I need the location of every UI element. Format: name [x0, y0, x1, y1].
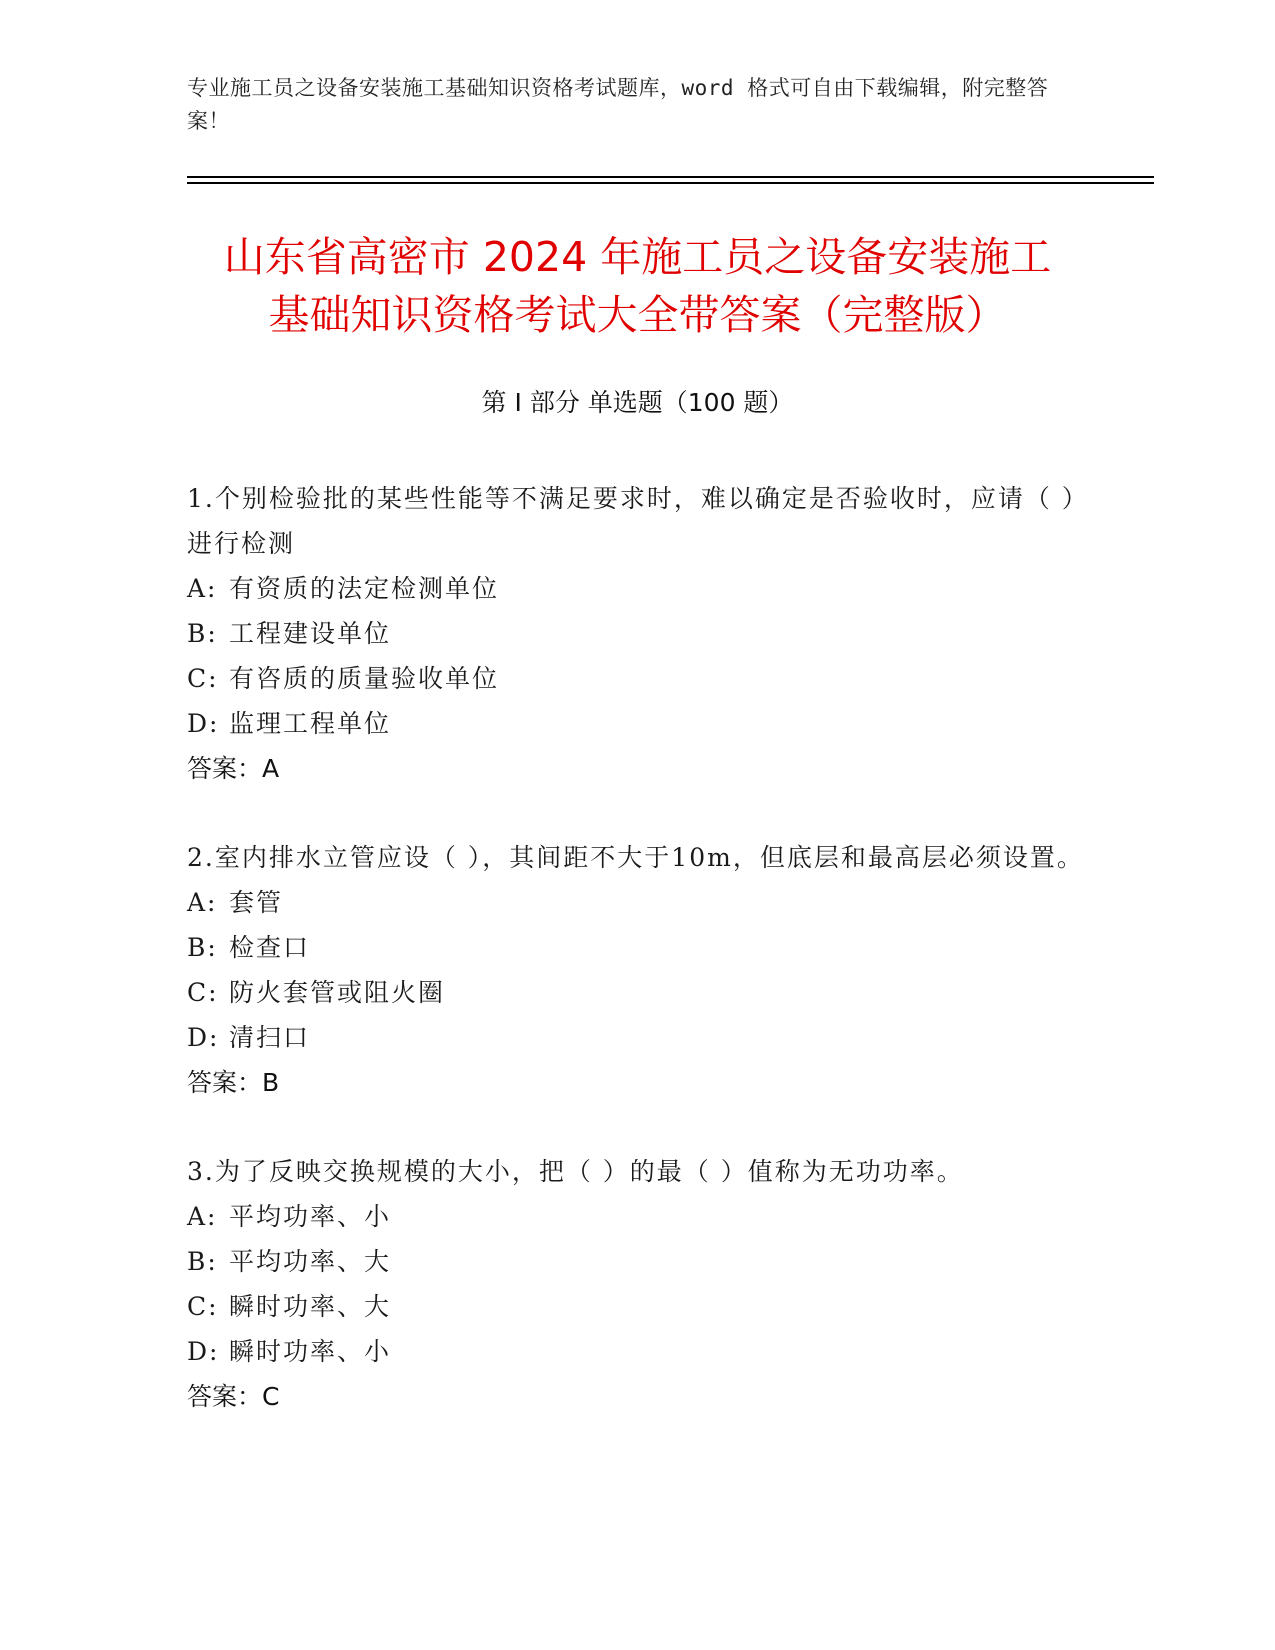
question-stem: 2.室内排水立管应设（ ），其间距不大于10m，但底层和最高层必须设置。: [187, 843, 1084, 872]
option-d: [187, 1329, 1087, 1374]
option-text: 瞬时功率、小: [229, 1337, 392, 1366]
option-a: [187, 880, 1087, 925]
header-divider-thin: [187, 176, 1154, 178]
option-d: [187, 701, 1087, 746]
option-text: 平均功率、小: [229, 1202, 392, 1231]
option-b: [187, 611, 1087, 656]
document-title-line-2: 基础知识资格考试大全带答案（完整版）: [268, 291, 1007, 339]
answer-line: 答案：B: [187, 1068, 280, 1097]
option-text: 工程建设单位: [229, 619, 392, 648]
option-key: D:: [187, 1023, 220, 1052]
option-key: D:: [187, 709, 220, 738]
option-c: [187, 1284, 1087, 1329]
option-b: [187, 925, 1087, 970]
document-title: [150, 228, 1125, 344]
header-divider-thick: [187, 182, 1154, 184]
header-note: 专业施工员之设备安装施工基础知识资格考试题库，word 格式可自由下载编辑，附完整答案！: [187, 76, 1049, 133]
option-d: [187, 1015, 1087, 1060]
option-text: 检查口: [229, 933, 311, 962]
answer-line: 答案：A: [187, 754, 280, 783]
option-a: [187, 1194, 1087, 1239]
section-title: 第 I 部分 单选题（100 题）: [481, 388, 794, 417]
question-stem: 1.个别检验批的某些性能等不满足要求时，难以确定是否验收时，应请（ ）进行检测: [187, 484, 1077, 558]
option-text: 有资质的法定检测单位: [229, 574, 500, 603]
option-key: C:: [187, 1292, 219, 1321]
option-text: 套管: [229, 888, 284, 917]
option-a: [187, 566, 1087, 611]
option-key: D:: [187, 1337, 220, 1366]
option-key: A:: [187, 888, 218, 917]
option-key: C:: [187, 978, 219, 1007]
option-c: [187, 970, 1087, 1015]
question-3: [187, 1149, 1087, 1419]
option-text: 防火套管或阻火圈: [229, 978, 446, 1007]
answer-line: 答案：C: [187, 1382, 280, 1411]
option-text: 平均功率、大: [229, 1247, 392, 1276]
option-key: C:: [187, 664, 219, 693]
option-text: 清扫口: [229, 1023, 311, 1052]
question-stem: 3.为了反映交换规模的大小，把（ ）的最（ ）值称为无功功率。: [187, 1157, 964, 1186]
option-b: [187, 1239, 1087, 1284]
option-text: 瞬时功率、大: [229, 1292, 392, 1321]
option-key: B:: [187, 619, 218, 648]
option-c: [187, 656, 1087, 701]
option-text: 有咨质的质量验收单位: [229, 664, 500, 693]
question-1: [187, 476, 1087, 791]
option-key: B:: [187, 933, 218, 962]
document-title-line-1: 山东省高密市 2024 年施工员之设备安装施工: [223, 233, 1052, 281]
option-key: B:: [187, 1247, 218, 1276]
option-text: 监理工程单位: [229, 709, 392, 738]
question-list: [187, 476, 1087, 1463]
option-key: A:: [187, 574, 218, 603]
option-key: A:: [187, 1202, 218, 1231]
question-2: [187, 835, 1087, 1105]
